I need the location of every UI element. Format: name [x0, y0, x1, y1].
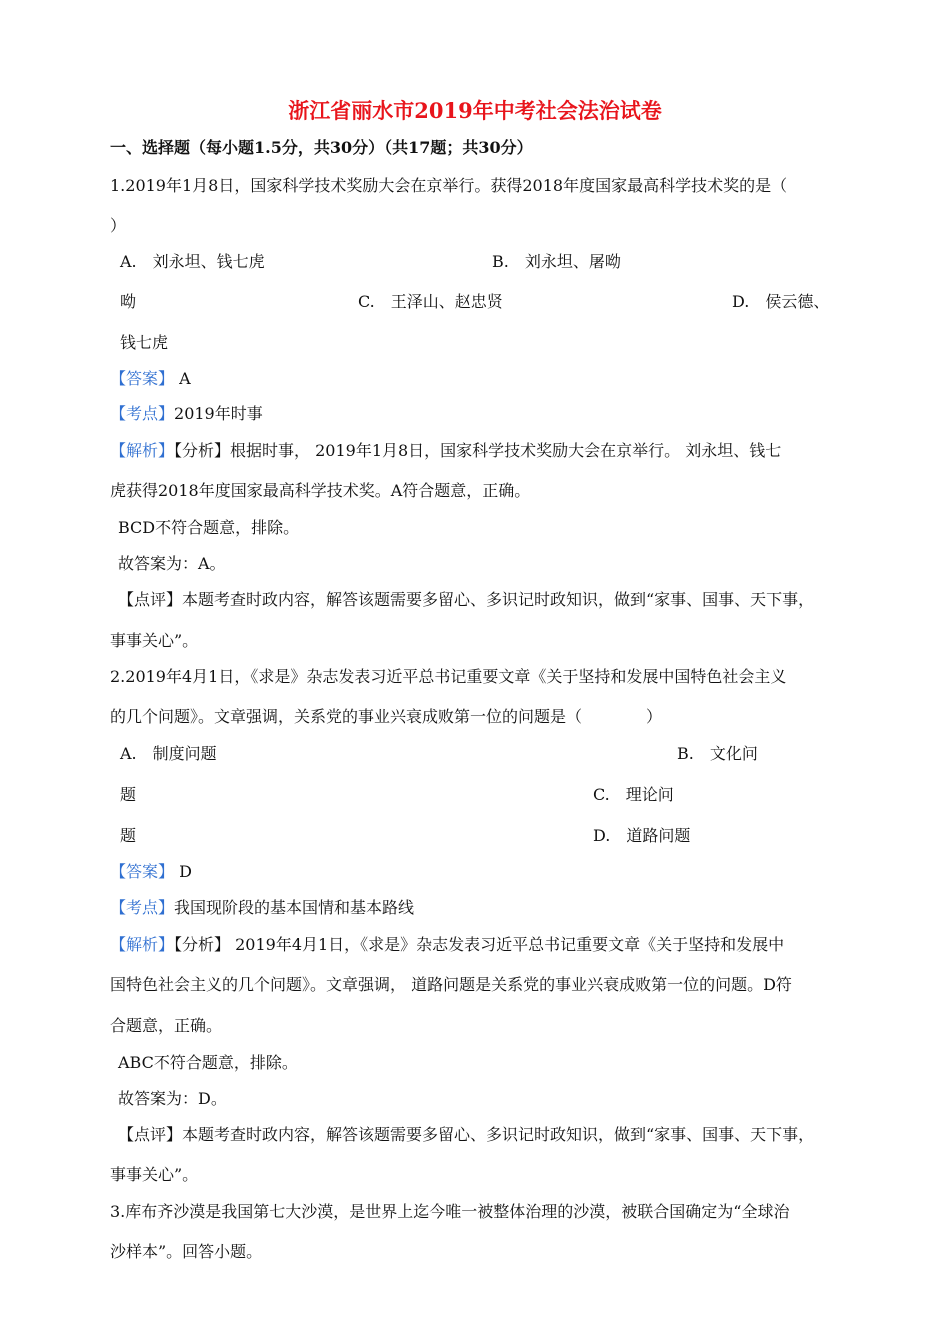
q2-analysis-line5: 故答案为：D。 — [118, 1089, 227, 1108]
q1-analysis-line4: 故答案为：A。 — [118, 554, 226, 573]
q1-point-value: 2019年时事 — [174, 404, 263, 423]
q2-option-a: A. 制度问题 — [120, 744, 217, 763]
section-header: 一、选择题（每小题1.5分，共30分）（共17题；共30分） — [110, 138, 533, 157]
answer-tag: 【答案】 — [110, 369, 175, 388]
q1-stem-line2: ） — [110, 216, 127, 235]
q2-option-b: B. 文化问 — [677, 744, 758, 763]
q1-option-d-cont: 钱七虎 — [120, 333, 169, 352]
q1-option-d: D. 侯云德、 — [732, 292, 830, 311]
q1-answer — [110, 369, 191, 389]
q2-analysis-line2: 国特色社会主义的几个问题》。文章强调， 道路问题是关系党的事业兴衰成败第一位的问题。D符 — [110, 975, 792, 994]
point-tag: 【考点】 — [110, 898, 175, 917]
q2-comment-line2: 事事关心”。 — [110, 1165, 199, 1184]
q1-answer-value: A — [174, 369, 191, 388]
q2-analysis-line4: ABC不符合题意，排除。 — [118, 1053, 298, 1072]
q2-answer-value: D — [174, 862, 192, 881]
q2-option-b-cont: 题 — [120, 785, 137, 804]
q1-point — [110, 404, 263, 424]
q1-analysis-text1: 【分析】根据时事， 2019年1月8日，国家科学技术奖励大会在京举行。 刘永坦、钱七 — [174, 441, 782, 460]
q2-answer — [110, 862, 192, 882]
q1-analysis-line3: BCD不符合题意，排除。 — [118, 518, 300, 537]
point-tag: 【考点】 — [110, 404, 175, 423]
q1-comment-line2: 事事关心”。 — [110, 631, 199, 650]
q1-analysis-line2: 虎获得2018年度国家最高科学技术奖。A符合题意，正确。 — [110, 481, 531, 500]
analysis-tag: 【解析】 — [110, 935, 175, 954]
q2-option-c-cont: 题 — [120, 826, 137, 845]
answer-tag: 【答案】 — [110, 862, 175, 881]
q2-analysis-line3: 合题意，正确。 — [110, 1016, 223, 1035]
q1-option-c: C. 王泽山、赵忠贤 — [358, 292, 503, 311]
q2-stem-line2: 的几个问题》。文章强调，关系党的事业兴衰成败第一位的问题是（ ） — [110, 707, 663, 726]
q2-comment-line1: 【点评】本题考查时政内容，解答该题需要多留心、多识记时政知识，做到“家事、国事、天下事， — [118, 1125, 815, 1144]
q3-stem-line2: 沙样本”。回答小题。 — [110, 1242, 263, 1261]
q1-option-b: B. 刘永坦、屠呦 — [492, 252, 621, 271]
q2-point-value: 我国现阶段的基本国情和基本路线 — [174, 898, 415, 917]
q2-option-c: C. 理论问 — [593, 785, 674, 804]
q2-analysis-line1 — [110, 935, 784, 955]
q2-analysis-text1: 【分析】 2019年4月1日，《求是》杂志发表习近平总书记重要文章《关于坚持和发展中 — [174, 935, 785, 954]
q1-comment-line1: 【点评】本题考查时政内容，解答该题需要多留心、多识记时政知识，做到“家事、国事、天下事， — [118, 590, 815, 609]
q2-point — [110, 898, 414, 918]
q1-stem-line1: 1.2019年1月8日，国家科学技术奖励大会在京举行。获得2018年度国家最高科学技术奖的是（ — [110, 176, 788, 195]
page-title: 浙江省丽水市2019年中考社会法治试卷 — [288, 98, 662, 123]
q2-stem-line1: 2.2019年4月1日，《求是》杂志发表习近平总书记重要文章《关于坚持和发展中国特色社会主义 — [110, 667, 787, 686]
analysis-tag: 【解析】 — [110, 441, 175, 460]
q3-stem-line1: 3.库布齐沙漠是我国第七大沙漠，是世界上迄今唯一被整体治理的沙漠，被联合国确定为“全球治 — [110, 1202, 790, 1221]
q1-analysis-line1 — [110, 441, 781, 461]
q1-option-a: A. 刘永坦、钱七虎 — [120, 252, 265, 271]
q1-option-b-cont: 呦 — [120, 292, 137, 311]
q2-option-d: D. 道路问题 — [593, 826, 691, 845]
